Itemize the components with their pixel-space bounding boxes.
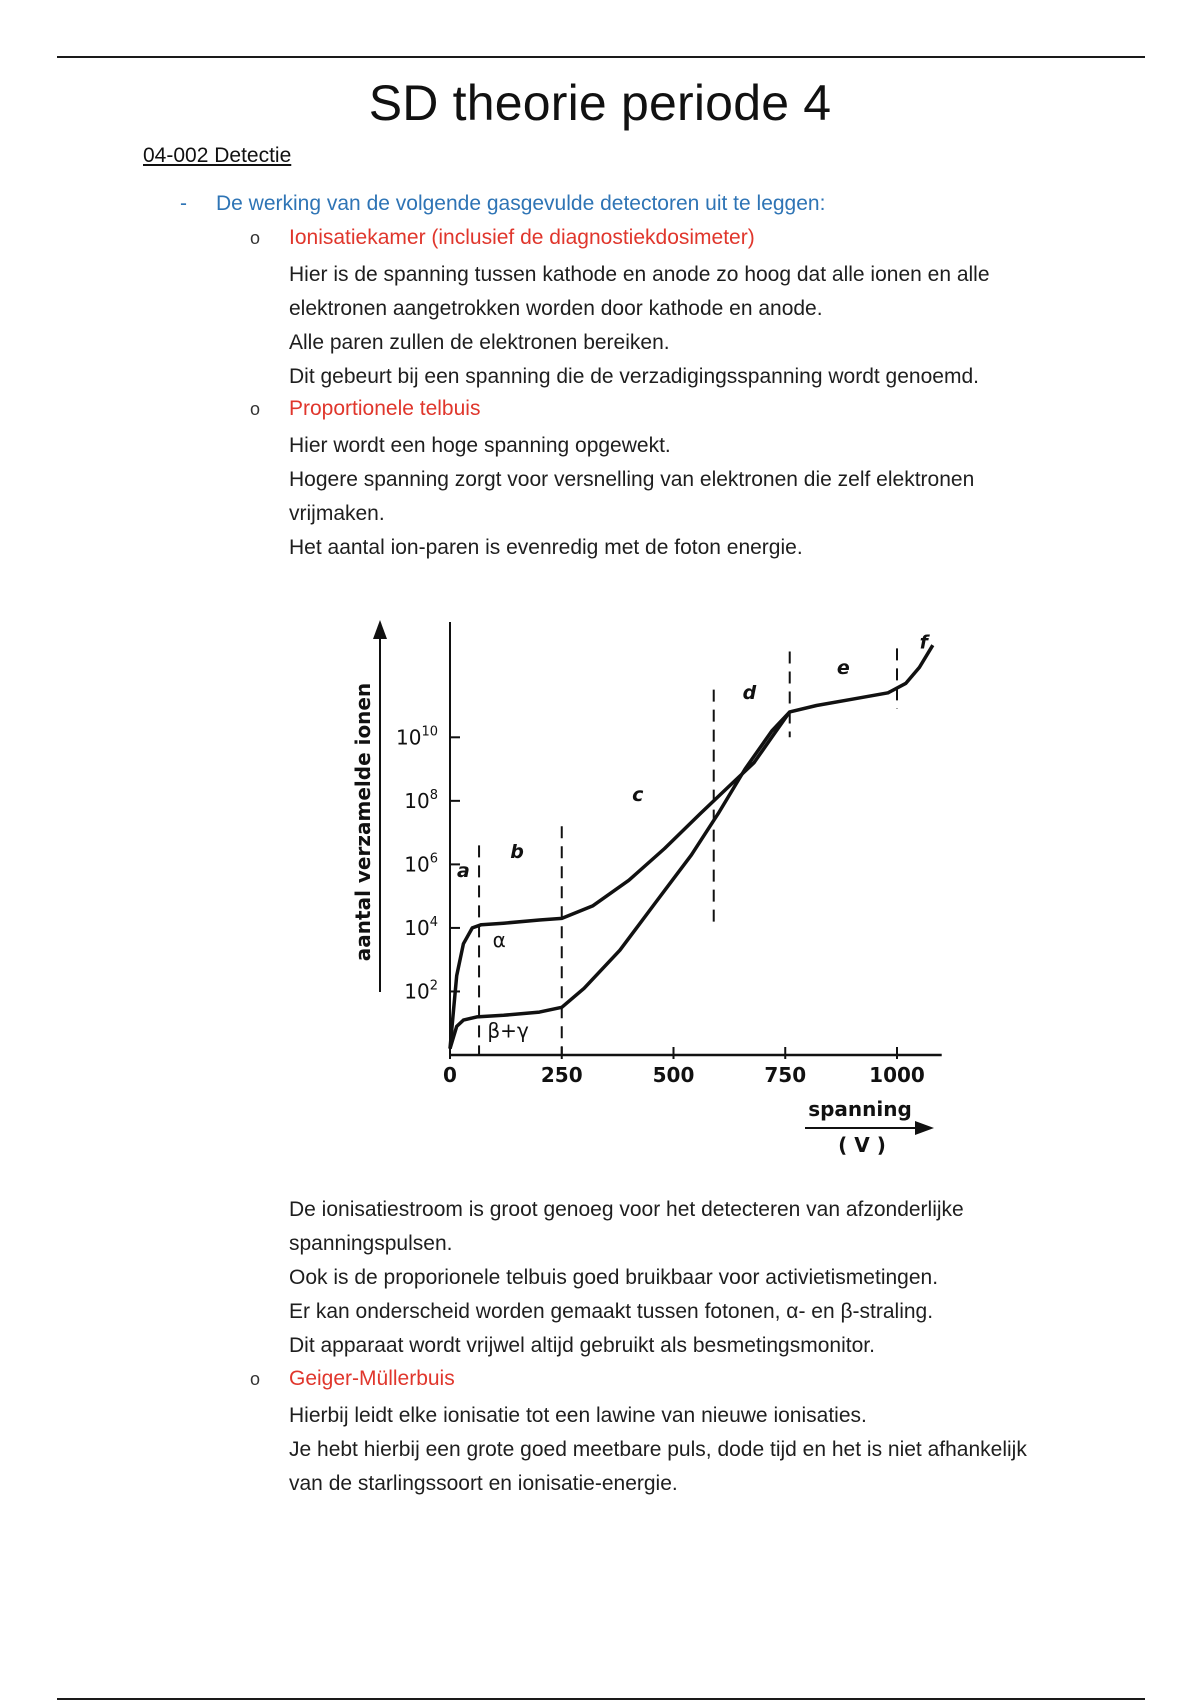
item-heading: Ionisatiekamer (inclusief de diagnostiekdosimeter) xyxy=(289,226,755,249)
x-tick-label: 750 xyxy=(764,1063,807,1087)
x-tick-label: 1000 xyxy=(869,1063,925,1087)
body-line: Het aantal ion-paren is evenredig met de foton energie. xyxy=(289,536,803,559)
body-line: Dit gebeurt bij een spanning die de verzadigingsspanning wordt genoemd. xyxy=(289,365,979,388)
body-line: Hogere spanning zorgt voor versnelling van elektronen die zelf elektronen vrijmaken. xyxy=(289,468,975,525)
region-label: f xyxy=(919,631,928,654)
page-title: SD theorie periode 4 xyxy=(368,75,832,131)
y-tick-label: $10^2$ xyxy=(404,978,438,1004)
y-axis-label: aantal verzamelde ionen xyxy=(351,682,375,962)
body-line: De ionisatiestroom is groot genoeg voor het detecteren van afzonderlijke spanningspulsen. xyxy=(289,1198,964,1255)
dash-bullet: - xyxy=(180,192,187,215)
series-curve xyxy=(450,712,790,1049)
top-rule xyxy=(57,56,1145,58)
detector-response-chart xyxy=(340,612,960,1172)
body-line: Dit apparaat wordt vrijwel altijd gebruikt als besmetingsmonitor. xyxy=(289,1334,875,1357)
region-label: c xyxy=(632,783,644,806)
circle-bullet-icon: o xyxy=(250,399,261,419)
y-tick-label: $10^6$ xyxy=(404,851,438,877)
y-tick-label: $10^{10}$ xyxy=(396,724,438,750)
x-arrow-head xyxy=(915,1121,934,1135)
series-label-alpha: α xyxy=(492,927,506,952)
body-line: Hierbij leidt elke ionisatie tot een lawine van nieuwe ionisaties. xyxy=(289,1404,867,1427)
region-label: d xyxy=(742,682,757,705)
region-label: e xyxy=(836,656,850,679)
body-line: Er kan onderscheid worden gemaakt tussen fotonen, α- en β-straling. xyxy=(289,1300,934,1323)
y-tick-label: $10^8$ xyxy=(404,787,438,813)
body-line: Ook is de proporionele telbuis goed bruikbaar voor activietismetingen. xyxy=(289,1266,939,1289)
x-axis-unit-label: ( V ) xyxy=(838,1133,886,1157)
body-line: Je hebt hierbij een grote goed meetbare puls, dode tijd en het is niet afhankelijk van de starlingssoort en ionisatie-energie. xyxy=(289,1438,1027,1495)
item-body-proportionele-telbuis xyxy=(289,429,1049,565)
item-heading: Proportionele telbuis xyxy=(289,397,481,420)
item-body-proportionele-telbuis-continued xyxy=(289,1193,1049,1363)
region-label: b xyxy=(510,841,524,864)
objective-text: De werking van de volgende gasgevulde detectoren uit te leggen: xyxy=(216,192,826,215)
x-axis-label: spanning xyxy=(808,1097,912,1121)
series-label-beta-gamma: β+γ xyxy=(487,1018,529,1043)
item-body-ionisatiekamer xyxy=(289,258,1049,394)
y-arrow-head xyxy=(373,620,387,639)
x-tick-label: 0 xyxy=(443,1063,457,1087)
section-heading: 04-002 Detectie xyxy=(143,144,292,167)
x-tick-label: 500 xyxy=(652,1063,695,1087)
circle-bullet-icon: o xyxy=(250,228,261,248)
item-body-geiger-muller xyxy=(289,1399,1049,1501)
x-tick-label: 250 xyxy=(540,1063,583,1087)
body-line: Alle paren zullen de elektronen bereiken. xyxy=(289,331,670,354)
body-line: Hier is de spanning tussen kathode en anode zo hoog dat alle ionen en alle elektronen aangetrokken worden door kathode en anode. xyxy=(289,263,990,320)
item-heading: Geiger-Müllerbuis xyxy=(289,1367,455,1390)
region-label: a xyxy=(456,860,470,883)
chart-svg xyxy=(340,612,960,1172)
circle-bullet-icon: o xyxy=(250,1369,261,1389)
body-line: Hier wordt een hoge spanning opgewekt. xyxy=(289,434,671,457)
y-tick-label: $10^4$ xyxy=(404,914,438,940)
